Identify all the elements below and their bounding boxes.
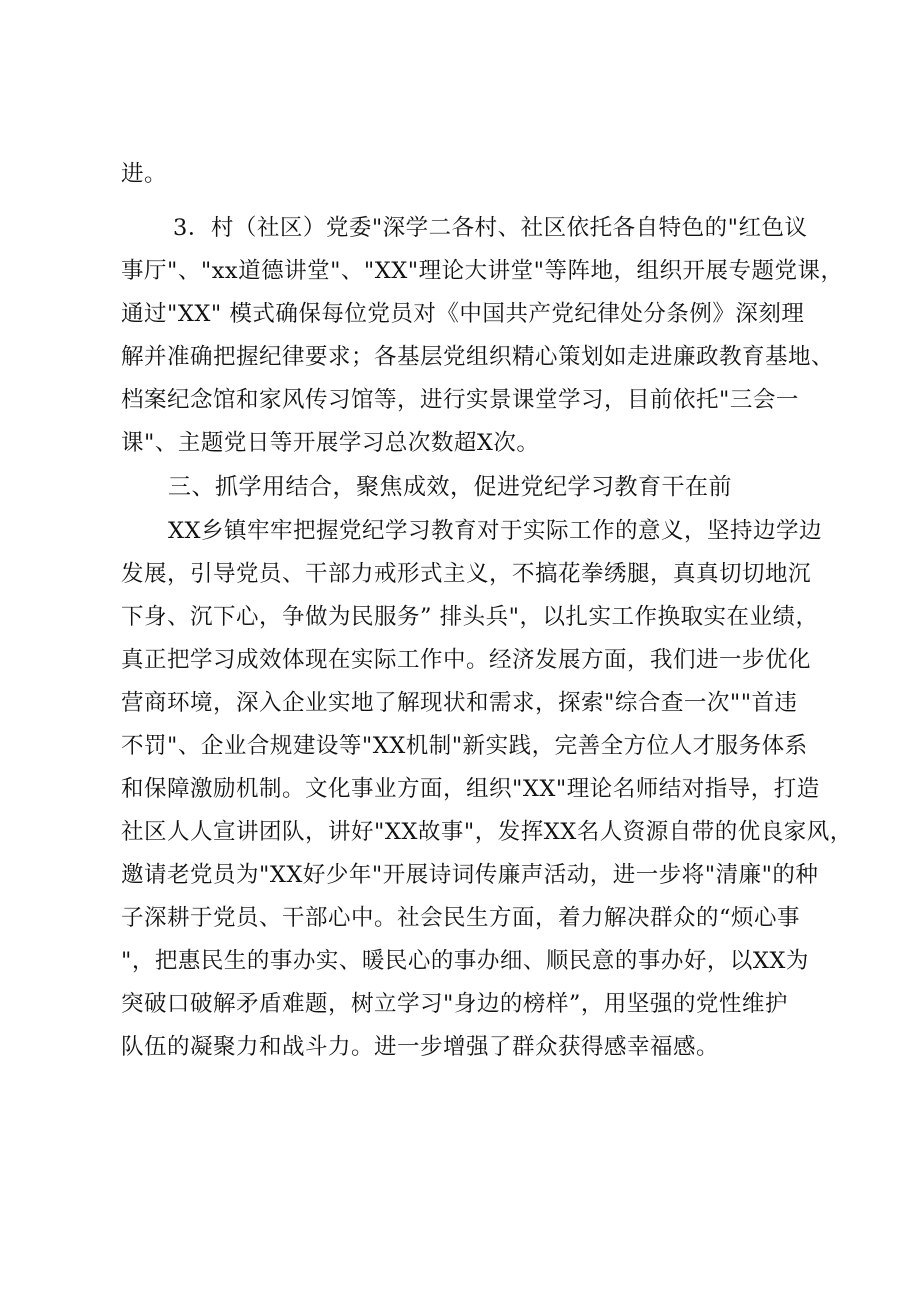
text-line-7: 课"、主题党日等开展学习总次数超X次。 <box>121 430 540 456</box>
text-line-1: 进。 <box>121 161 168 187</box>
text-line-9: XX乡镇牢牢把握党纪学习教育对于实际工作的意义，坚持边学边 <box>168 518 823 544</box>
text-line-10: 发展，引导党员、干部力戒形式主义，不搞花拳绣腿，真真切切地沉 <box>121 561 812 587</box>
text-line-12: 真正把学习成效体现在实际工作中。经济发展方面，我们进一步优化 <box>121 647 812 673</box>
text-line-13: 营商环境，深入企业实地了解现状和需求，探索"综合查一次""首违 <box>121 690 798 716</box>
text-line-18: 子深耕于党员、干部心中。社会民生方面，着力解决群众的“烦心事 <box>121 905 801 931</box>
text-line-16: 社区人人宣讲团队，讲好"XX故事"，发挥XX名人资源自带的优良家风， <box>121 819 853 845</box>
text-line-20: 突破口破解矛盾难题，树立学习"身边的榜样”，用坚强的党性维护 <box>121 991 788 1017</box>
text-line-21: 队伍的凝聚力和战斗力。进一步增强了群众获得感幸福感。 <box>121 1034 720 1060</box>
text-line-3: 事厅"、"xx道德讲堂"、"XX"理论大讲堂"等阵地，组织开展专题党课， <box>121 258 844 284</box>
text-line-6: 档案纪念馆和家风传习馆等，进行实景课堂学习，目前依托"三会一 <box>121 387 799 413</box>
text-line-15: 和保障激励机制。文化事业方面，组织"XX"理论名师结对指导，打造 <box>121 776 820 802</box>
text-line-2: 3．村（社区）党委"深学二各村、社区依托各自特色的"红色议 <box>173 215 808 241</box>
text-line-14: 不罚"、企业合规建设等"XX机制"新实践，完善全方位人才服务体系 <box>121 733 808 759</box>
text-line-11: 下身、沉下心，争做为民服务” 排头兵"，以扎实工作换取实在业绩， <box>121 604 819 630</box>
text-line-19: "，把惠民生的事办实、暖民心的事办细、顺民意的事办好，以XX为 <box>121 948 809 974</box>
section-heading: 三、抓学用结合，聚焦成效，促进党纪学习教育干在前 <box>168 474 732 500</box>
text-line-17: 邀请老党员为"XX好少年"开展诗词传廉声活动，进一步将"清廉"的种 <box>121 862 819 888</box>
text-line-4: 通过"XX" 模式确保每位党员对《中国共产党纪律处分条例》深刻理 <box>121 301 805 327</box>
text-line-5: 解并准确把握纪律要求；各基层党组织精心策划如走进廉政教育基地、 <box>121 344 835 370</box>
